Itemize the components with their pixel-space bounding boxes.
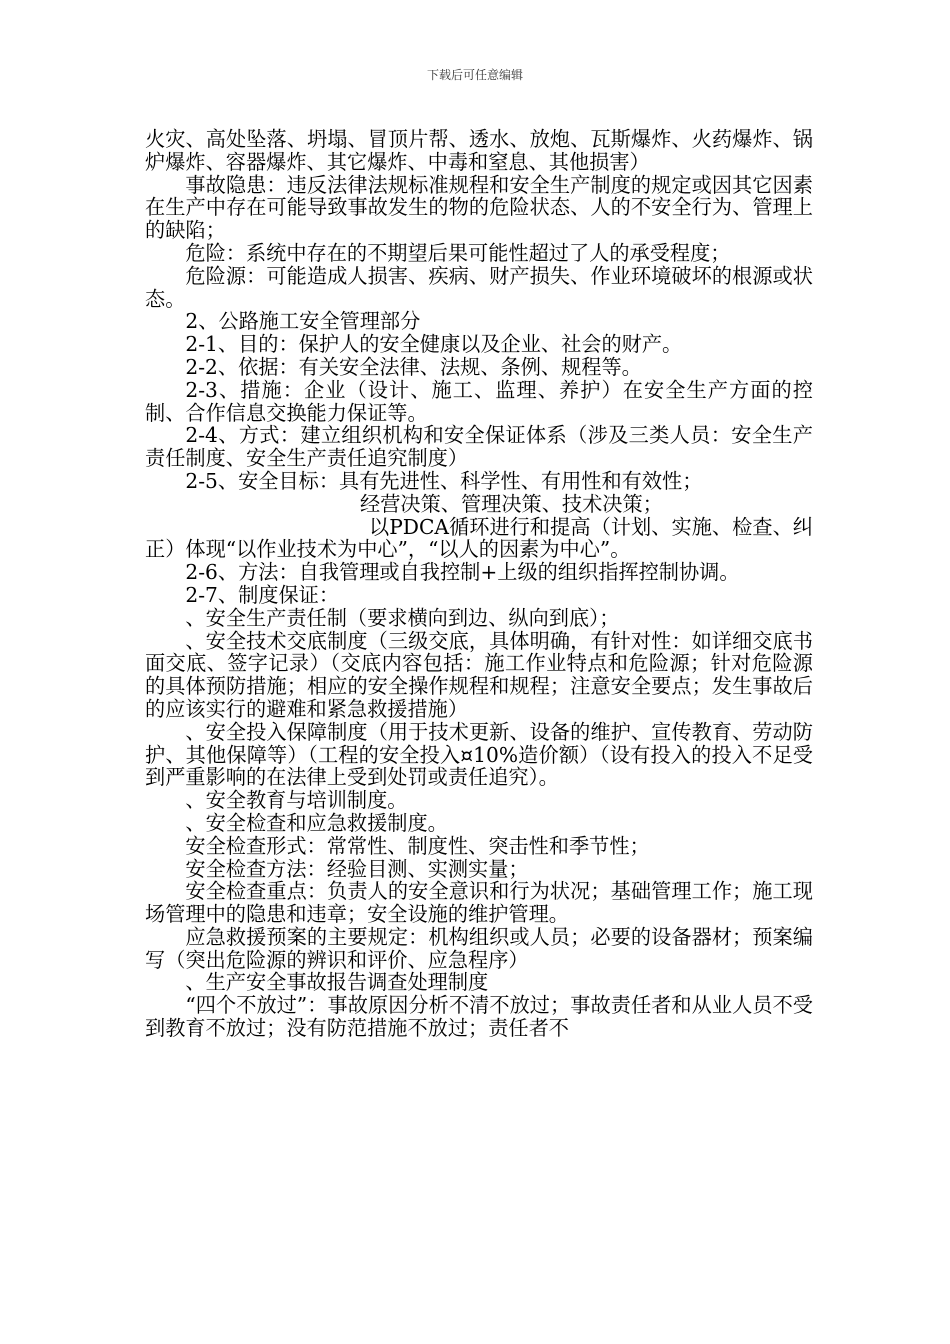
list-item: 、安全投入保障制度（用于技术更新、设备的维护、宣传教育、劳动防护、其他保障等）（工程的安全投入¤10%造价额）（设有投入的投入不足受到严重影响的在法律上受到处罚或责任追究）。 [145,719,813,790]
paragraph: 以PDCA循环进行和提高（计划、实施、检查、纠正）体现“以作业技术为中心”，“以人的因素为中心”。 [145,514,813,562]
paragraph: 2-7、制度保证： [185,582,340,607]
paragraph: 2-4、方式：建立组织机构和安全保证体系（涉及三类人员：安全生产责任制度、安全生产责任追究制度） [145,423,813,471]
paragraph: 应急救援预案的主要规定：机构组织或人员；必要的设备器材；预案编写（突出危险源的辨识和评价、应急程序） [145,924,813,972]
list-item: 、生产安全事故报告调查处理制度 [185,970,489,995]
paragraph: 危险源：可能造成人损害、疾病、财产损失、作业环境破坏的根源或状态。 [145,263,813,311]
paragraph: 2-1、目的：保护人的安全健康以及企业、社会的财产。 [185,332,683,357]
paragraph: 危险：系统中存在的不期望后果可能性超过了人的承受程度； [185,240,731,265]
paragraph: 2-2、依据：有关安全法律、法规、条例、规程等。 [185,354,642,379]
paragraph: 经营决策、管理决策、技术决策； [360,491,663,516]
paragraph: “四个不放过”：事故原因分析不清不放过；事故责任者和从业人员不受到教育不放过；没有防范措施不放过；责任者不 [145,993,813,1041]
paragraph: 安全检查形式：常常性、制度性、突击性和季节性； [185,833,650,858]
paragraph: 事故隐患：违反法律法规标准规程和安全生产制度的规定或因其它因素在生产中存在可能导致事故发生的物的危险状态、人的不安全行为、管理上的缺陷； [145,172,813,243]
document-body [145,128,813,1040]
page-header: 下载后可任意编辑 [426,68,523,82]
paragraph: 安全检查方法：经验目测、实测实量； [185,856,529,881]
paragraph: 火灾、高处坠落、坍塌、冒顶片帮、透水、放炮、瓦斯爆炸、火药爆炸、锅炉爆炸、容器爆炸、其它爆炸、中毒和窒息、其他损害） [145,127,813,174]
paragraph: 2-6、方法：自我管理或自我控制+上级的组织指挥控制协调。 [185,560,740,585]
paragraph: 2-3、措施：企业（设计、施工、监理、养护）在安全生产方面的控制、合作信息交换能力保证等。 [145,377,813,425]
paragraph: 安全检查重点：负责人的安全意识和行为状况；基础管理工作；施工现场管理中的隐患和违章；安全设施的维护管理。 [145,879,813,927]
list-item: 、安全教育与培训制度。 [185,788,408,813]
list-item: 、安全检查和应急救援制度。 [185,810,448,835]
list-item: 、安全生产责任制（要求横向到边、纵向到底）； [185,605,620,630]
list-item: 、安全技术交底制度（三级交底，具体明确，有针对性：如详细交底书面交底、签字记录）（交底内容包括：施工作业特点和危险源；针对危险源的具体预防措施；相应的安全操作规程和规程；注意安全要点；发生事故后的应该实行的避难和紧急救援措施） [145,628,813,721]
paragraph: 2-5、安全目标：具有先进性、科学性、有用性和有效性； [185,468,703,493]
section-heading: 2、公路施工安全管理部分 [185,309,421,334]
